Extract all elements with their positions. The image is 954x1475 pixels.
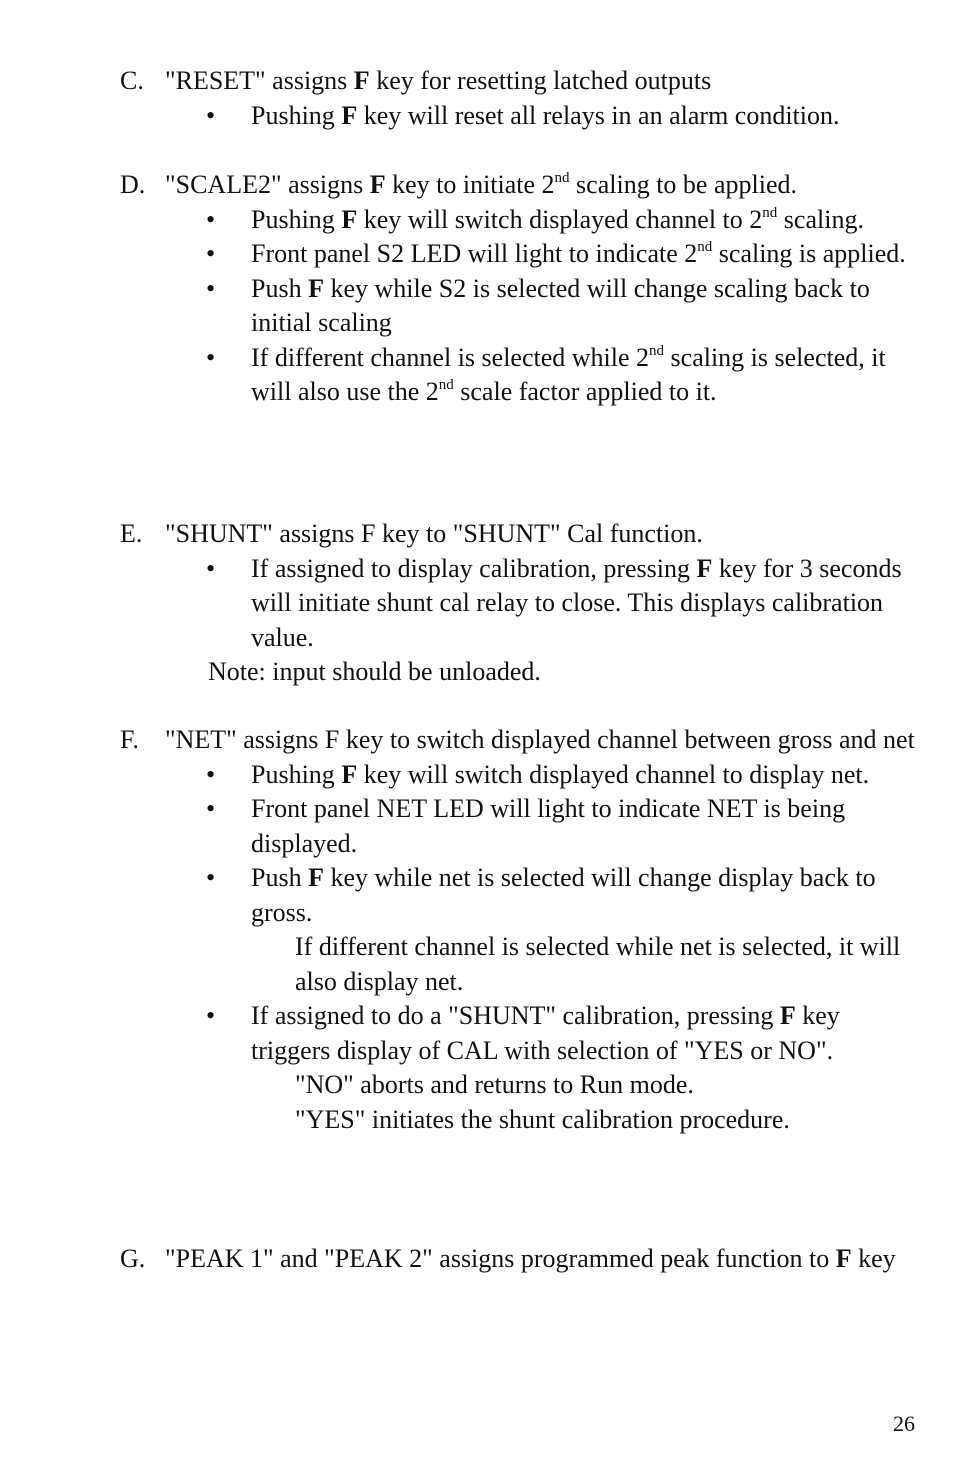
sub-note: "NO" aborts and returns to Run mode.	[295, 1070, 694, 1099]
section-d	[120, 168, 920, 410]
text-run: scaling is selected, it will also use the 2	[251, 342, 886, 406]
bold-key: F	[341, 100, 358, 130]
bullet-text	[251, 863, 876, 927]
bullet-list	[120, 99, 920, 134]
bullet-item	[120, 237, 920, 272]
bullet-dot: •	[206, 553, 216, 583]
bullet-text	[251, 554, 902, 652]
text-run: If different channel is selected while 2	[251, 342, 650, 372]
text-run: Front panel NET LED will light to indicate NET is being displayed.	[251, 794, 846, 858]
bold-key: F	[353, 66, 370, 95]
bullet-item	[120, 792, 920, 861]
sub-note: "YES" initiates the shunt calibration procedure.	[295, 1104, 790, 1134]
section-heading-text	[165, 66, 711, 95]
section-heading-text	[165, 725, 915, 754]
text-run: key to initiate 2	[385, 170, 555, 199]
section-heading	[120, 64, 920, 99]
section-heading-text	[165, 1244, 896, 1273]
bullet-dot: •	[206, 100, 216, 130]
text-run: Front panel S2 LED will light to indicate 2	[251, 239, 698, 268]
bullet-text	[251, 101, 840, 130]
text-run: If assigned to display calibration, pressing	[251, 553, 697, 583]
bullet-item	[120, 99, 920, 134]
text-run: Pushing	[251, 759, 342, 789]
bullet-dot: •	[206, 794, 216, 823]
bold-key: F	[308, 273, 324, 303]
bullet-item	[120, 758, 920, 793]
text-run: Push	[251, 273, 309, 303]
bullet-text	[251, 343, 886, 407]
section-heading-text	[165, 170, 797, 199]
bold-key: F	[341, 759, 358, 789]
section-letter: C.	[120, 66, 144, 95]
bullet-list	[120, 552, 920, 656]
section-letter: D.	[120, 170, 146, 199]
text-run: "SCALE2" assigns	[165, 170, 370, 199]
section-heading-text	[165, 519, 703, 548]
bullet-list	[120, 203, 920, 410]
text-run: key while S2 is selected will change scaling back to initial scaling	[251, 273, 870, 337]
text-run: scaling is applied.	[712, 239, 906, 268]
bullet-item	[120, 272, 920, 341]
text-run: key while net is selected will change display back to gross.	[251, 863, 876, 927]
bold-key: F	[835, 1244, 852, 1273]
bullet-dot: •	[206, 342, 216, 372]
bullet-dot: •	[206, 759, 216, 789]
text-run: "SHUNT" assigns F key to "SHUNT" Cal function.	[165, 519, 703, 548]
section-c	[120, 64, 920, 133]
bullet-text	[251, 205, 864, 234]
bullet-text	[251, 274, 870, 338]
page-number: 26	[893, 1411, 915, 1436]
bullet-item	[120, 341, 920, 410]
bullet-item	[120, 552, 920, 656]
superscript: nd	[697, 239, 713, 255]
bold-key: F	[341, 204, 358, 234]
text-run: If assigned to do a "SHUNT" calibration, pressing	[251, 1001, 780, 1030]
text-run: "NET" assigns F key to switch displayed channel between gross and net	[165, 725, 915, 754]
bullet-item	[120, 999, 920, 1068]
text-run: scaling.	[777, 204, 864, 234]
text-run: scale factor applied to it.	[453, 377, 717, 406]
section-g	[120, 1242, 920, 1277]
section-heading	[120, 1242, 920, 1277]
bullet-dot: •	[206, 863, 216, 892]
text-run: Pushing	[251, 100, 342, 130]
bullet-item	[120, 203, 920, 238]
bullet-dot: •	[206, 204, 216, 234]
section-heading	[120, 517, 920, 552]
superscript: nd	[438, 377, 454, 393]
bold-key: F	[369, 170, 386, 199]
bullet-text	[251, 760, 869, 789]
section-letter: E.	[120, 519, 143, 548]
superscript: nd	[762, 204, 778, 221]
bold-key: F	[308, 863, 324, 892]
text-run: key for resetting latched outputs	[369, 66, 712, 95]
text-run: key	[851, 1244, 896, 1273]
section-letter: F.	[120, 725, 139, 754]
text-run: Pushing	[251, 204, 342, 234]
section-heading	[120, 168, 920, 203]
text-run: key will switch displayed channel to 2	[357, 204, 763, 234]
bold-key: F	[696, 553, 713, 583]
text-run: key for 3 seconds will initiate shunt cal relay to close. This displays calibration value.	[251, 553, 902, 652]
bold-key: F	[779, 1001, 796, 1030]
bullet-text	[251, 239, 906, 268]
bullet-dot: •	[206, 1001, 216, 1030]
bullet-list	[120, 758, 920, 1138]
text-run: key will reset all relays in an alarm condition.	[357, 100, 840, 130]
bullet-text	[251, 794, 845, 858]
superscript: nd	[554, 170, 570, 186]
text-run: scaling to be applied.	[569, 170, 797, 199]
bullet-text	[251, 1001, 840, 1065]
text-run: Push	[251, 863, 309, 892]
section-letter: G.	[120, 1244, 146, 1273]
section-f	[120, 723, 920, 1137]
text-run: key will switch displayed channel to display net.	[357, 759, 870, 789]
superscript: nd	[649, 342, 665, 359]
text-run: key triggers display of CAL with selection of "YES or NO".	[251, 1001, 840, 1065]
text-run: "PEAK 1" and "PEAK 2" assigns programmed peak function to	[165, 1244, 836, 1273]
note-text: Note: input should be unloaded.	[208, 657, 541, 686]
sub-note: If different channel is selected while net is selected, it will also display net.	[295, 932, 901, 996]
section-heading	[120, 723, 920, 758]
text-run: "RESET" assigns	[165, 66, 354, 95]
section-e	[120, 517, 920, 690]
bullet-item	[120, 861, 920, 930]
bullet-dot: •	[206, 273, 216, 303]
bullet-dot: •	[206, 239, 216, 268]
